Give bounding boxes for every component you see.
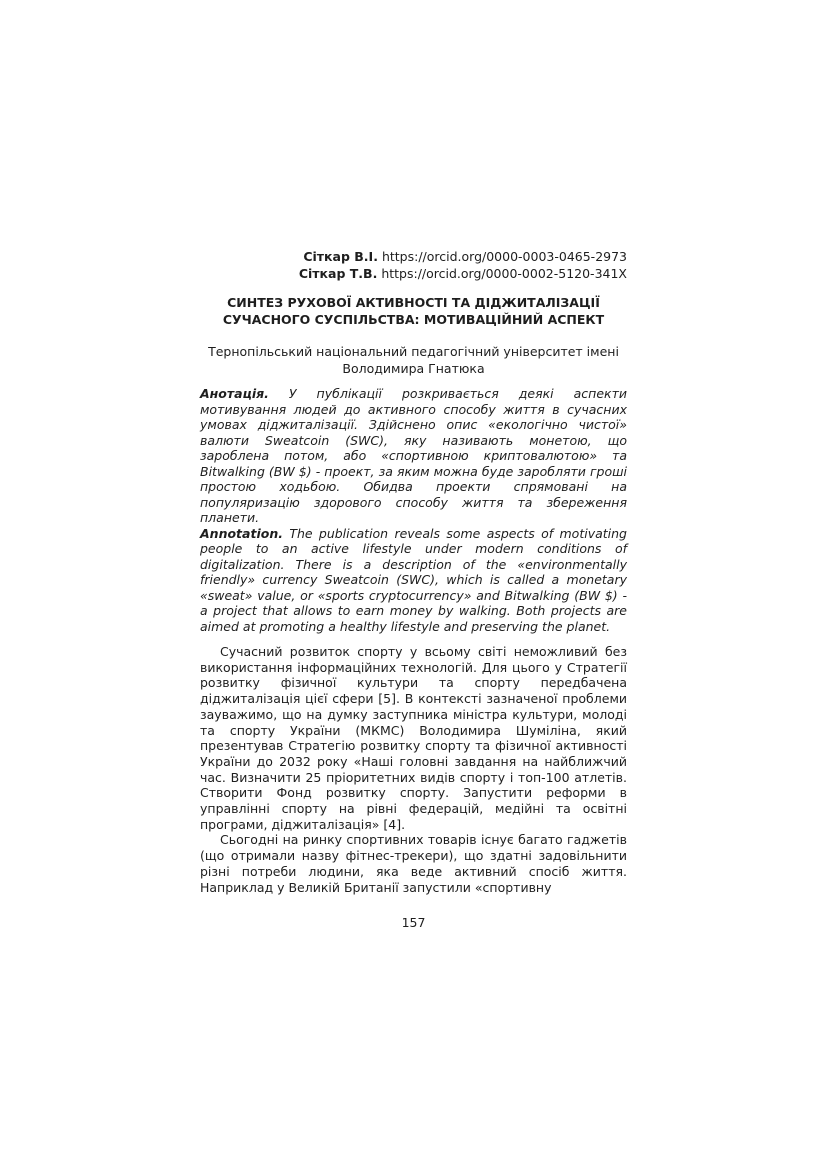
title-line: СУЧАСНОГО СУСПІЛЬСТВА: МОТИВАЦІЙНИЙ АСПЕКТ [222,312,605,327]
annotation-heading: Annotation. [200,525,283,541]
body-paragraph: Сучасний розвиток спорту у всьому світі неможливий без використання інформаційних технологій. Для цього у Стратегії розвитку фізичної культури та спорту передбачена діджиталізація цієї сфери [5]. В контексті зазначеної проблеми зауважимо, що на думку заступника міністра культури, молоді та спорту України (МКМС) Володимира Шуміліна, який презентував Стратегію розвитку спорту та фізичної активності України до 2032 року «Наші головні завдання на найближчий час. Визначити 25 пріоритетних видів спорту і топ-100 атлетів. Створити Фонд розвитку спорту. Запустити реформи в управлінні спорту на рівні федерацій, медійні та освітні програми, діджиталізація» [4]. [200,644,627,832]
page-number: 157 [401,915,426,930]
abstract-block [200,386,627,634]
abstract-text: У публікації розкривається деякі аспекти мотивування людей до активного способу життя в сучасних умовах діджиталізації. Здійснено опис «екологічно чистої» валюти Sweatcoin (SWC), яку називають монетою, що зароблена потом, або «спортивною криптовалютою» та Bitwalking (BW $) - проект, за яким можна буде заробляти гроші простою ходьбою. Обидва проекти спрямовані на популяризацію здорового способу життя та збереження планети. [200,386,627,525]
affiliation [200,343,627,377]
author-name: Сіткар В.І. [303,249,378,264]
author-block [200,248,627,282]
body-text [200,644,627,895]
paper-title [200,294,627,328]
body-paragraph: Сьогодні на ринку спортивних товарів існує багато гаджетів (що отримали назву фітнес-трекери), що здатні задовільнити різні потреби людини, яка веде активний спосіб життя. Наприклад у Великій Британії запустили «спортивну [200,832,627,895]
abstract-ukrainian [200,386,627,526]
annotation-text: The publication reveals some aspects of motivating people to an active lifestyle under modern conditions of digitalization. There is a description of the «environmentally friendly» currency Sweatcoin (SWC), which is called a monetary «sweat» value, or «sports cryptocurrency» and Bitwalking (BW $) - a project that allows to earn money by walking. Both projects are aimed at promoting a healthy lifestyle and preserving the planet. [200,525,627,634]
affiliation-line: Володимира Гнатюка [342,361,485,376]
orcid-link[interactable]: https://orcid.org/0000-0002-5120-341X [381,266,627,281]
affiliation-line: Тернопільський національний педагогічний університет імені [208,344,619,359]
abstract-heading: Анотація. [200,386,269,401]
title-line: СИНТЕЗ РУХОВОЇ АКТИВНОСТІ ТА ДІДЖИТАЛІЗАЦІЇ [227,295,600,310]
abstract-english [200,526,627,635]
author-line [200,248,627,265]
orcid-link[interactable]: https://orcid.org/0000-0003-0465-2973 [381,249,627,264]
author-line [200,265,627,282]
author-name: Сіткар Т.В. [298,266,378,281]
